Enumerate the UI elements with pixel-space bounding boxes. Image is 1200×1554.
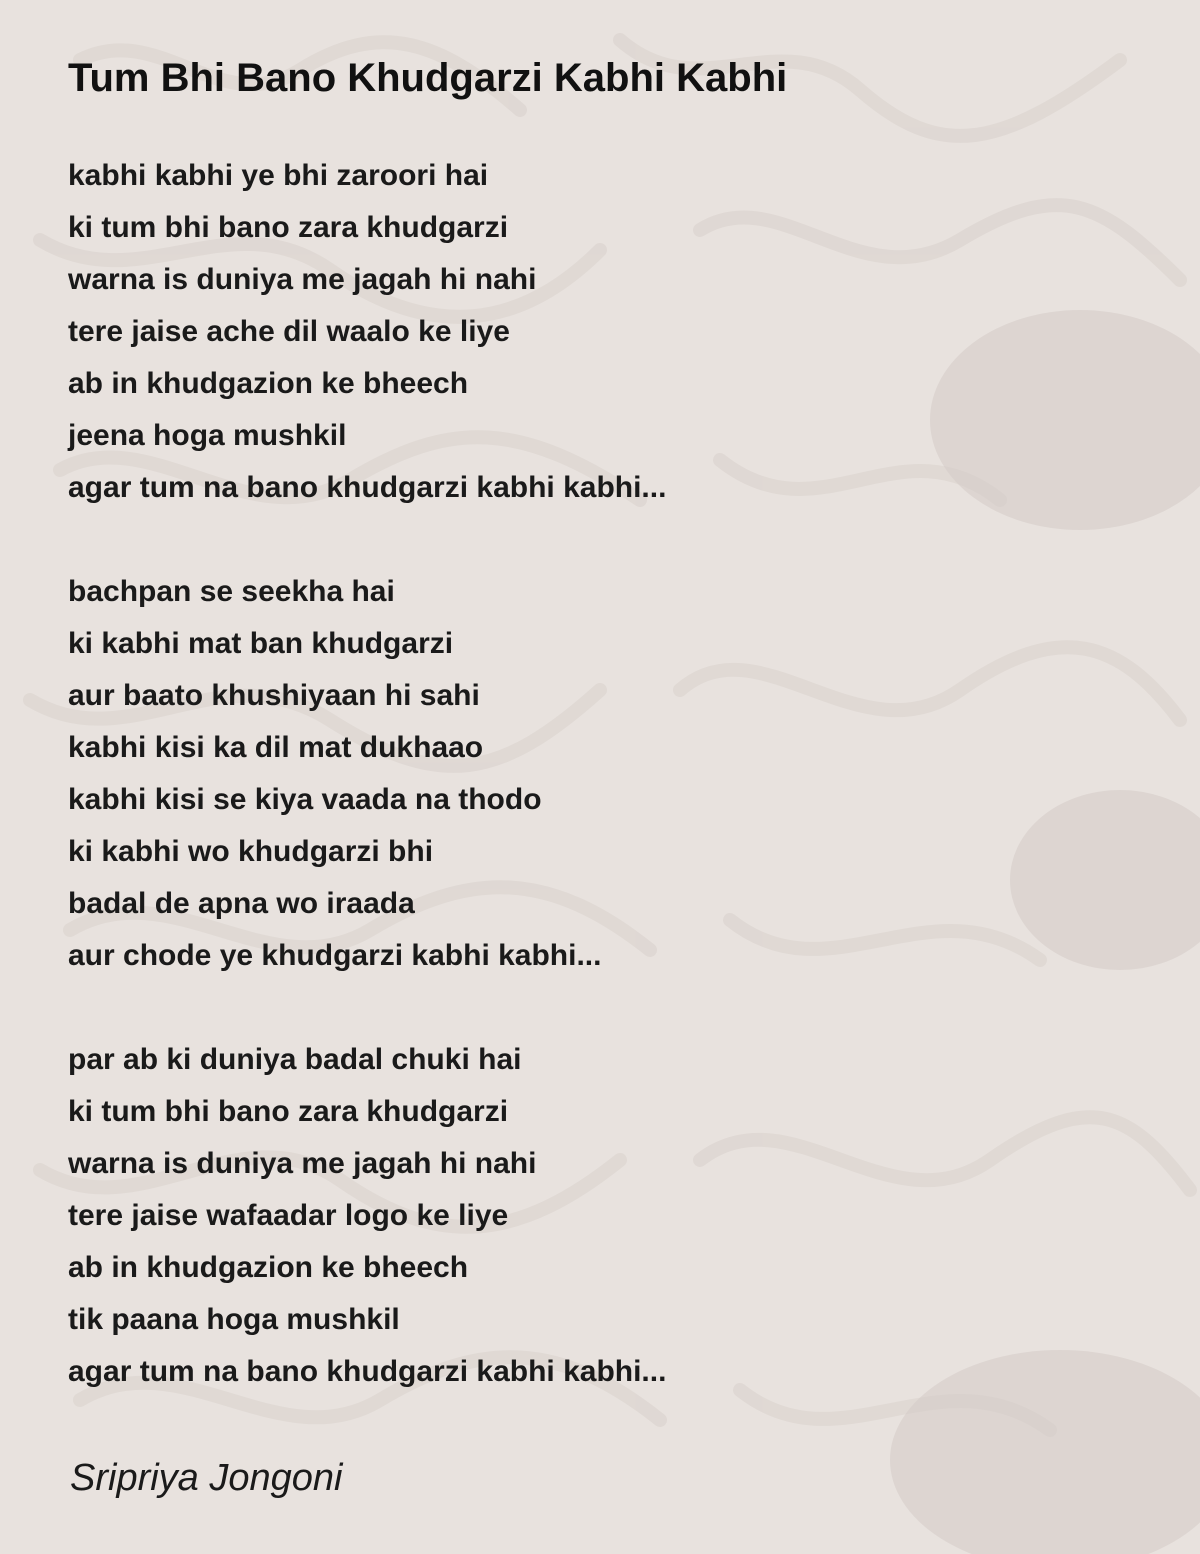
- poem-line: tere jaise ache dil waalo ke liye: [68, 315, 510, 348]
- poem-line: kabhi kisi se kiya vaada na thodo: [68, 783, 542, 816]
- poem-line: par ab ki duniya badal chuki hai: [68, 1043, 522, 1076]
- poem-line: ki kabhi wo khudgarzi bhi: [68, 835, 434, 868]
- poem-line: aur chode ye khudgarzi kabhi kabhi...: [68, 939, 602, 972]
- poem-line: badal de apna wo iraada: [68, 887, 415, 920]
- poem-title: Tum Bhi Bano Khudgarzi Kabhi Kabhi: [68, 56, 788, 100]
- poem-line: bachpan se seekha hai: [68, 575, 395, 608]
- poem-line: ki kabhi mat ban khudgarzi: [68, 627, 454, 660]
- poem-line: jeena hoga mushkil: [68, 419, 347, 452]
- poem-line: ki tum bhi bano zara khudgarzi: [68, 1095, 509, 1128]
- stanza-2: [68, 566, 1128, 982]
- poem-line: tere jaise wafaadar logo ke liye: [68, 1199, 509, 1232]
- poem-line: kabhi kabhi ye bhi zaroori hai: [68, 159, 489, 192]
- stanza-3: [68, 1034, 1128, 1398]
- poem-line: warna is duniya me jagah hi nahi: [68, 263, 537, 296]
- poem-line: tik paana hoga mushkil: [68, 1303, 400, 1336]
- poem-line: ab in khudgazion ke bheech: [68, 367, 469, 400]
- poem-body: [68, 150, 1128, 1450]
- poem-line: ki tum bhi bano zara khudgarzi: [68, 211, 509, 244]
- poem-line: aur baato khushiyaan hi sahi: [68, 679, 480, 712]
- poem-line: warna is duniya me jagah hi nahi: [68, 1147, 537, 1180]
- poem-line: ab in khudgazion ke bheech: [68, 1251, 469, 1284]
- poem-line: kabhi kisi ka dil mat dukhaao: [68, 731, 484, 764]
- poem-line: agar tum na bano khudgarzi kabhi kabhi...: [68, 1355, 667, 1388]
- poem-line: agar tum na bano khudgarzi kabhi kabhi...: [68, 471, 667, 504]
- stanza-1: [68, 150, 1128, 514]
- poem-author: Sripriya Jongoni: [70, 1457, 343, 1499]
